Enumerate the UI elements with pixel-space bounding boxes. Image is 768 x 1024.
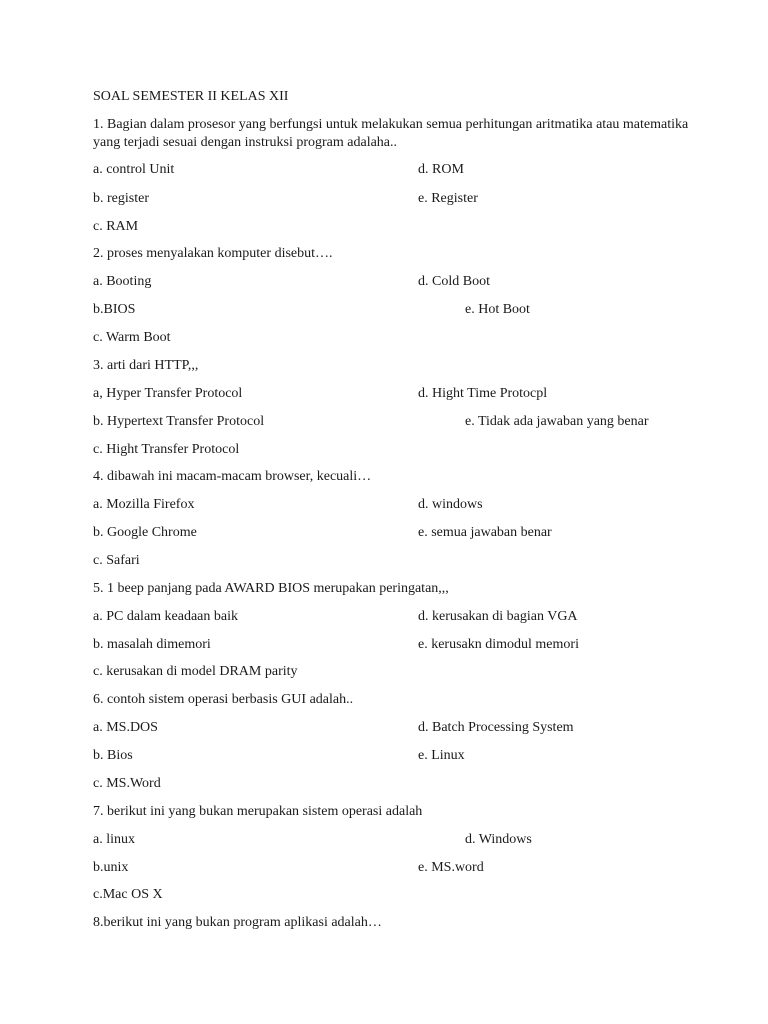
q6-option-c: c. MS.Word [93,776,161,791]
q6-option-a: a. MS.DOS [93,720,158,735]
q7-option-b: b.unix [93,860,129,875]
q5-option-c: c. kerusakan di model DRAM parity [93,664,298,679]
q2-option-b: b.BIOS [93,302,136,317]
q1-option-d: d. ROM [418,162,464,177]
q4-option-a: a. Mozilla Firefox [93,497,195,512]
q1-option-c: c. RAM [93,219,139,234]
q4-option-d: d. windows [418,497,483,512]
question-6-text: 6. contoh sistem operasi berbasis GUI adalah.. [93,692,354,707]
q1-option-b: b. register [93,191,149,206]
q3-option-c: c. Hight Transfer Protocol [93,442,240,457]
q5-option-b: b. masalah dimemori [93,637,211,652]
q6-option-d: d. Batch Processing System [418,720,574,735]
question-1-text: 1. Bagian dalam prosesor yang berfungsi untuk melakukan semua perhitungan aritmatika atau matematika yang terjadi sesuai dengan instruksi program adalaha.. [93,117,689,150]
q5-option-e: e. kerusakn dimodul memori [418,637,579,652]
question-5-text: 5. 1 beep panjang pada AWARD BIOS merupakan peringatan,,, [93,581,449,596]
q7-option-c: c.Mac OS X [93,887,163,902]
q6-option-e: e. Linux [418,748,465,763]
q4-option-c: c. Safari [93,553,140,568]
q4-option-e: e. semua jawaban benar [418,525,552,540]
q7-option-d: d. Windows [465,832,532,847]
q1-option-a: a. control Unit [93,162,175,177]
q2-option-c: c. Warm Boot [93,330,171,345]
q1-option-e: e. Register [418,191,478,206]
q4-option-b: b. Google Chrome [93,525,197,540]
question-7-text: 7. berikut ini yang bukan merupakan sistem operasi adalah [93,804,423,819]
q3-option-d: d. Hight Time Protocpl [418,386,548,401]
q3-option-b: b. Hypertext Transfer Protocol [93,414,265,429]
q7-option-a: a. linux [93,832,135,847]
q7-option-e: e. MS.word [418,860,484,875]
q6-option-b: b. Bios [93,748,133,763]
q5-option-a: a. PC dalam keadaan baik [93,609,239,624]
question-3-text: 3. arti dari HTTP,,, [93,358,199,373]
question-4-text: 4. dibawah ini macam-macam browser, kecuali… [93,469,372,484]
q2-option-d: d. Cold Boot [418,274,490,289]
document-title: SOAL SEMESTER II KELAS XII [93,89,289,104]
q2-option-a: a. Booting [93,274,152,289]
q3-option-a: a, Hyper Transfer Protocol [93,386,243,401]
q5-option-d: d. kerusakan di bagian VGA [418,609,578,624]
q2-option-e: e. Hot Boot [465,302,530,317]
q3-option-e: e. Tidak ada jawaban yang benar [465,414,649,429]
question-8-text: 8.berikut ini yang bukan program aplikasi adalah… [93,915,382,930]
question-2-text: 2. proses menyalakan komputer disebut…. [93,246,333,261]
